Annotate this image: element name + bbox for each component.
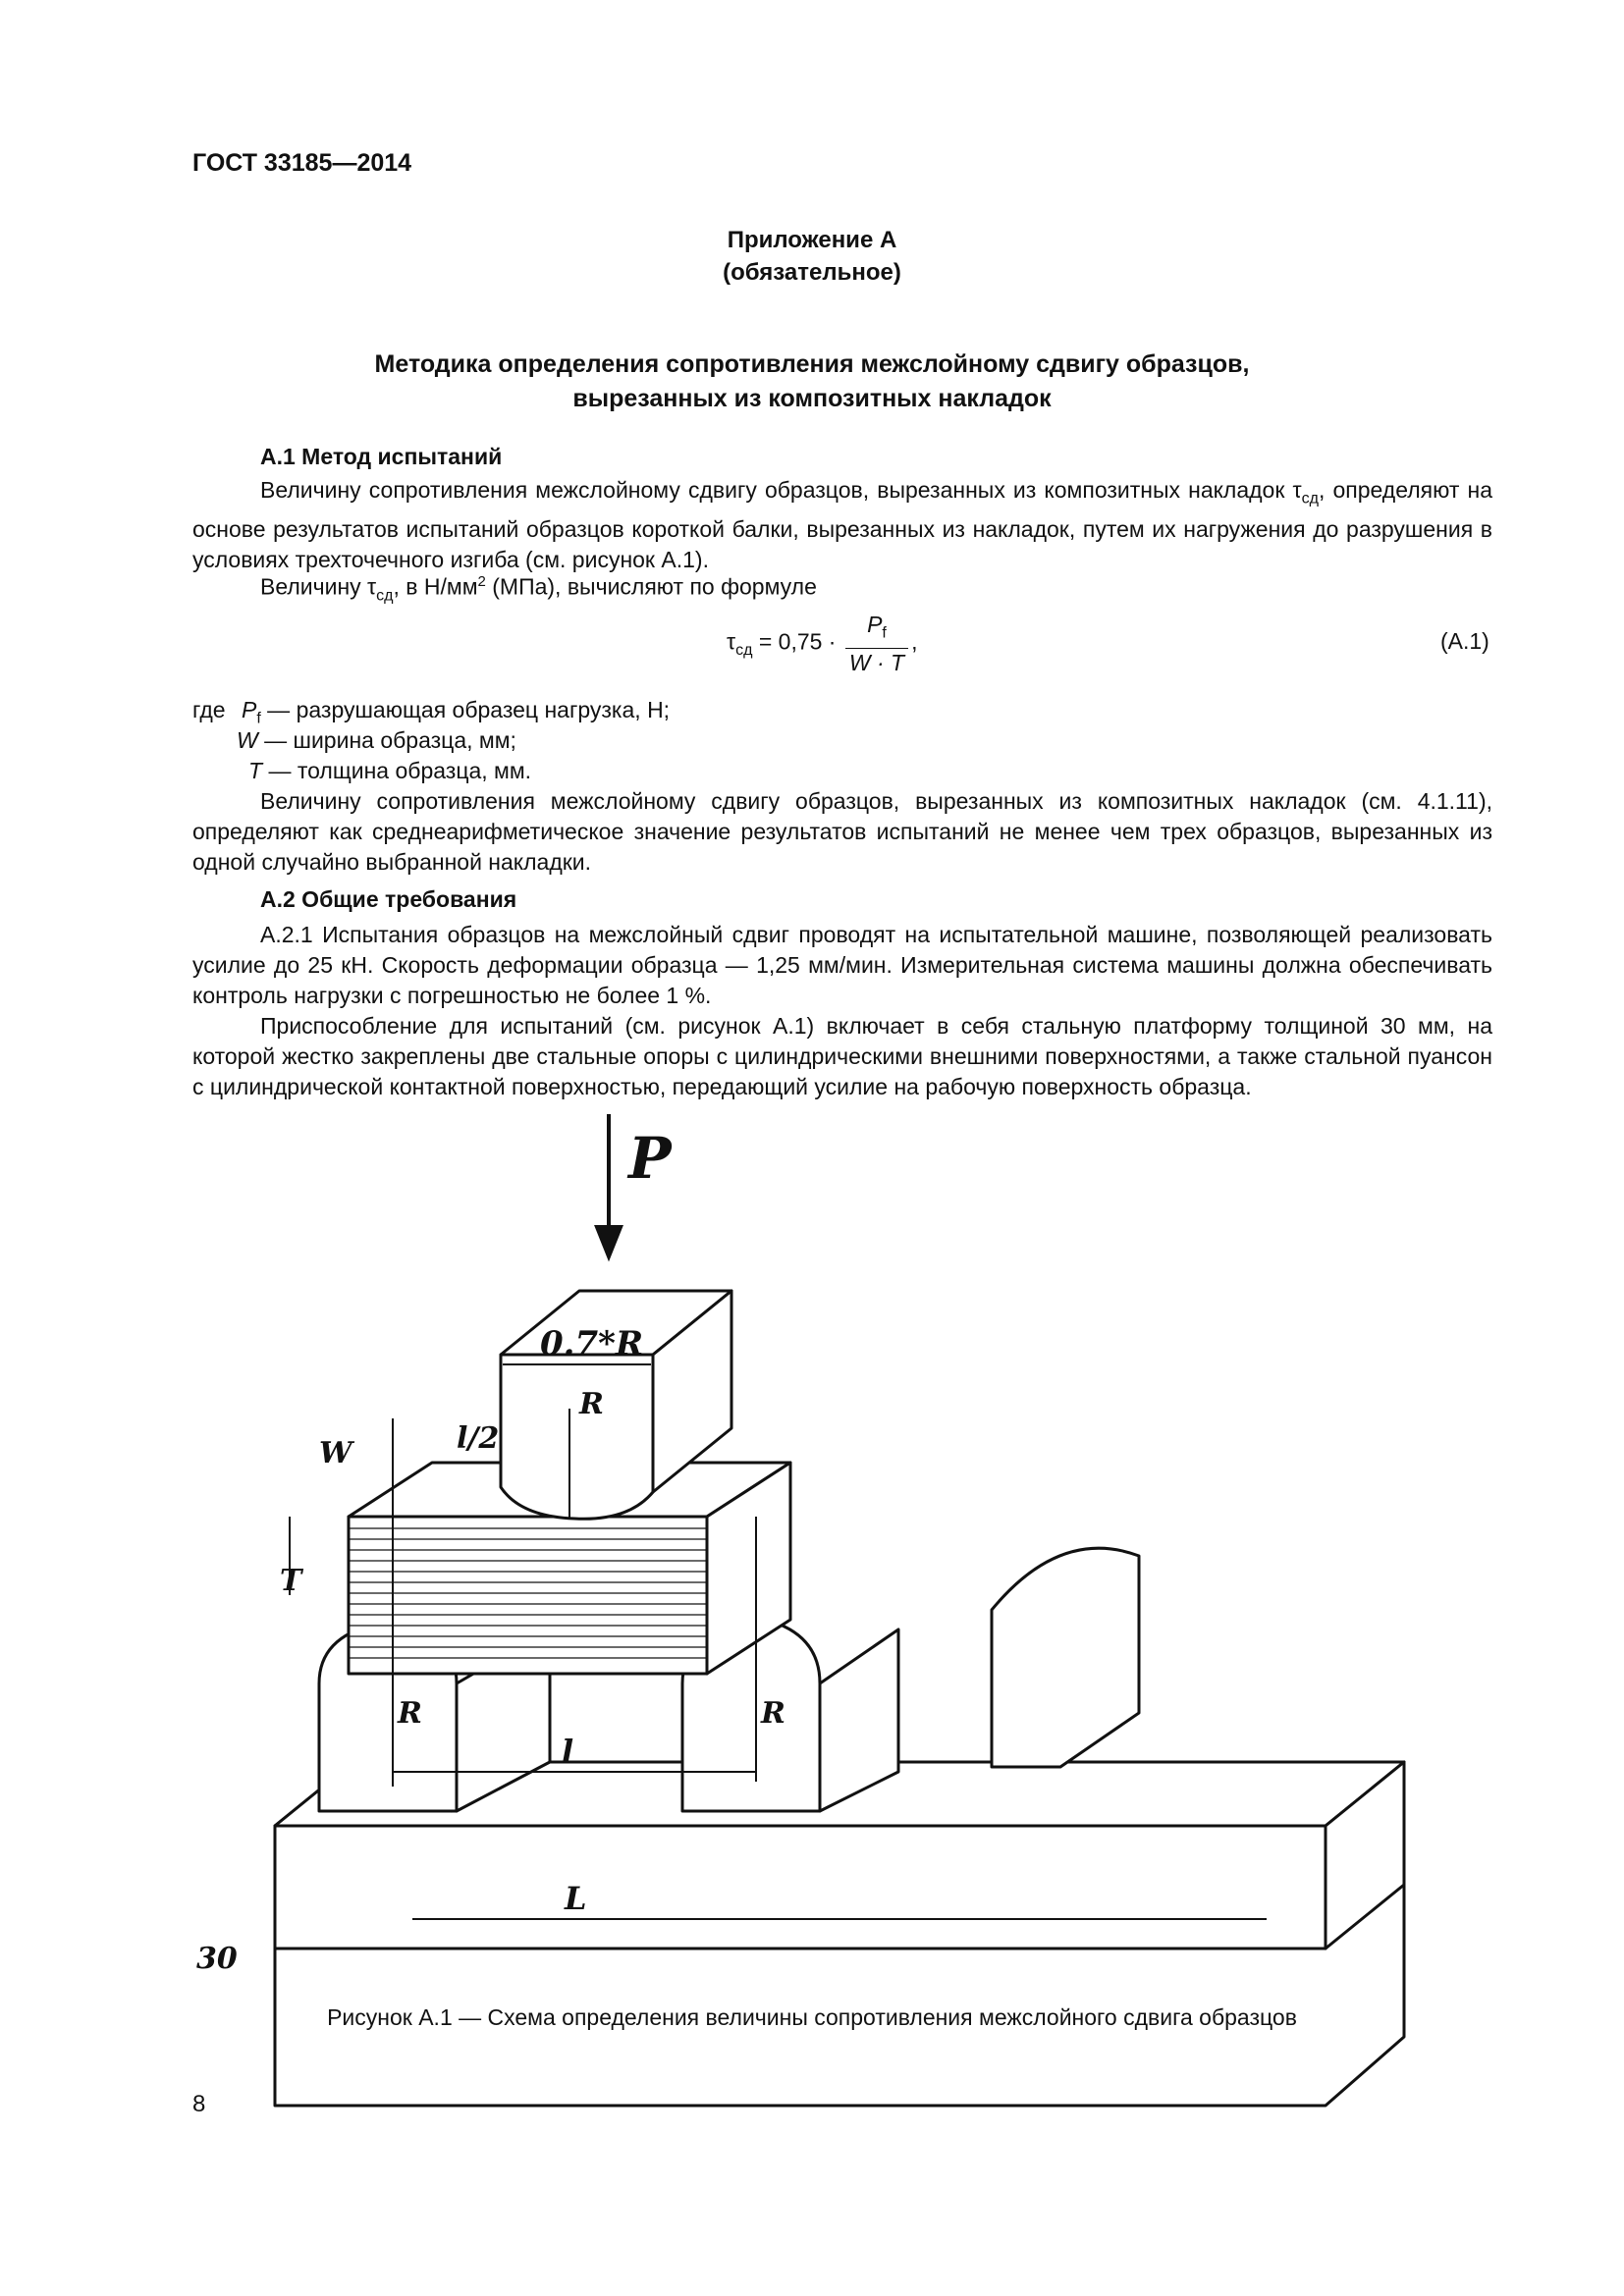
formula-lhs: τ	[727, 628, 736, 655]
section-heading-a2: А.2 Общие требования	[260, 886, 517, 912]
formula-tail: ,	[911, 628, 918, 655]
paragraph-text: , в Н/мм	[393, 573, 478, 600]
paragraph-a1-3: Величину сопротивления межслойному сдвигу образцов, вырезанных из композитных накладок (см. 4.1.11), определяют как среднеарифметическое значение результатов испытаний не менее чем трех образцов, вырезанных из одной случайно выбранной накладки.	[192, 788, 1492, 875]
figure-caption: Рисунок А.1 — Схема определения величины сопротивления межслойного сдвига образцов	[327, 2004, 1297, 2030]
numerator-sub: f	[882, 624, 887, 642]
where-sub: f	[256, 710, 261, 727]
page-number: 8	[192, 2091, 206, 2117]
paragraph-text: Величину сопротивления межслойному сдвигу образцов, вырезанных из композитных накладок τ	[260, 477, 1302, 503]
where-item	[237, 725, 516, 756]
where-text: — толщина образца, мм.	[262, 758, 532, 783]
label-half-span: l/2	[457, 1421, 500, 1456]
label-length: L	[565, 1880, 587, 1917]
superscript: 2	[477, 573, 486, 590]
annex-title	[0, 347, 1624, 416]
label-platform-thickness: 30	[196, 1942, 238, 1976]
paragraph-a2-1: А.2.1 Испытания образцов на межслойный сдвиг проводят на испытательной машине, позволяющей реализовать усилие до 25 кН. Скорость деформации образца — 1,25 мм/мин. Измерительная система машины должна обеспечивать контроль нагрузки с погрешностью не более 1 %.	[192, 922, 1492, 1008]
numerator-symbol: P	[867, 612, 883, 637]
label-load: P	[628, 1125, 672, 1192]
annex-title-line2: вырезанных из композитных накладок	[572, 385, 1052, 412]
label-width: W	[319, 1436, 352, 1470]
label-right-radius: R	[761, 1696, 785, 1731]
paragraph-text: , определяют на основе результатов испытаний образцов короткой балки, вырезанных из накладок, путем их нагружения до разрушения в условиях трехточечного изгиба (см. рисунок А.1).	[192, 477, 1492, 572]
label-punch-radius: R	[579, 1387, 604, 1421]
where-item	[248, 756, 531, 786]
where-symbol: P	[242, 697, 257, 722]
label-punch-width: 0.7*R	[540, 1324, 644, 1363]
where-symbol: T	[248, 758, 263, 783]
annex-label: Приложение А	[727, 227, 897, 253]
document-code: ГОСТ 33185—2014	[192, 149, 412, 177]
subscript: сд	[1301, 490, 1319, 507]
where-text: — ширина образца, мм;	[257, 727, 516, 753]
formula-denominator: W · T	[848, 649, 905, 675]
section-heading-a1: А.1 Метод испытаний	[260, 444, 503, 469]
paragraph-a1-2	[260, 566, 817, 611]
annex-status: (обязательное)	[723, 259, 901, 286]
label-thickness: T	[280, 1564, 302, 1598]
annex-header	[0, 224, 1624, 289]
paragraph-text: Величину τ	[260, 573, 377, 600]
formula-fraction	[845, 611, 908, 676]
test-fixture-diagram	[196, 1125, 1414, 1988]
formula-a1	[727, 611, 917, 679]
where-label: где	[192, 697, 226, 722]
paragraph-text: (МПа), вычисляют по формуле	[485, 573, 817, 600]
platform-front	[275, 1826, 1326, 1949]
subscript: сд	[376, 587, 394, 605]
load-arrow	[597, 1114, 621, 1256]
annex-title-line1: Методика определения сопротивления межслойному сдвигу образцов,	[374, 350, 1250, 378]
equation-number: (А.1)	[1440, 628, 1489, 654]
where-symbol: W	[237, 727, 258, 753]
formula-numerator	[845, 611, 908, 649]
paragraph-a1-1	[192, 475, 1492, 575]
label-left-radius: R	[398, 1696, 422, 1731]
where-text: — разрушающая образец нагрузка, Н;	[260, 697, 671, 722]
paragraph-a2-2: Приспособление для испытаний (см. рисунок А.1) включает в себя стальную платформу толщиной 30 мм, на которой жестко закреплены две стальные опоры с цилиндрическими внешними поверхностями, а также стальной пуансон с цилиндрической контактной поверхностью, передающий усилие на рабочую поверхность образца.	[192, 1013, 1492, 1099]
formula-lhs-sub: сд	[735, 641, 753, 659]
formula-coefficient: = 0,75 ·	[752, 628, 842, 655]
specimen-front	[349, 1517, 707, 1674]
label-span: l	[562, 1733, 574, 1770]
